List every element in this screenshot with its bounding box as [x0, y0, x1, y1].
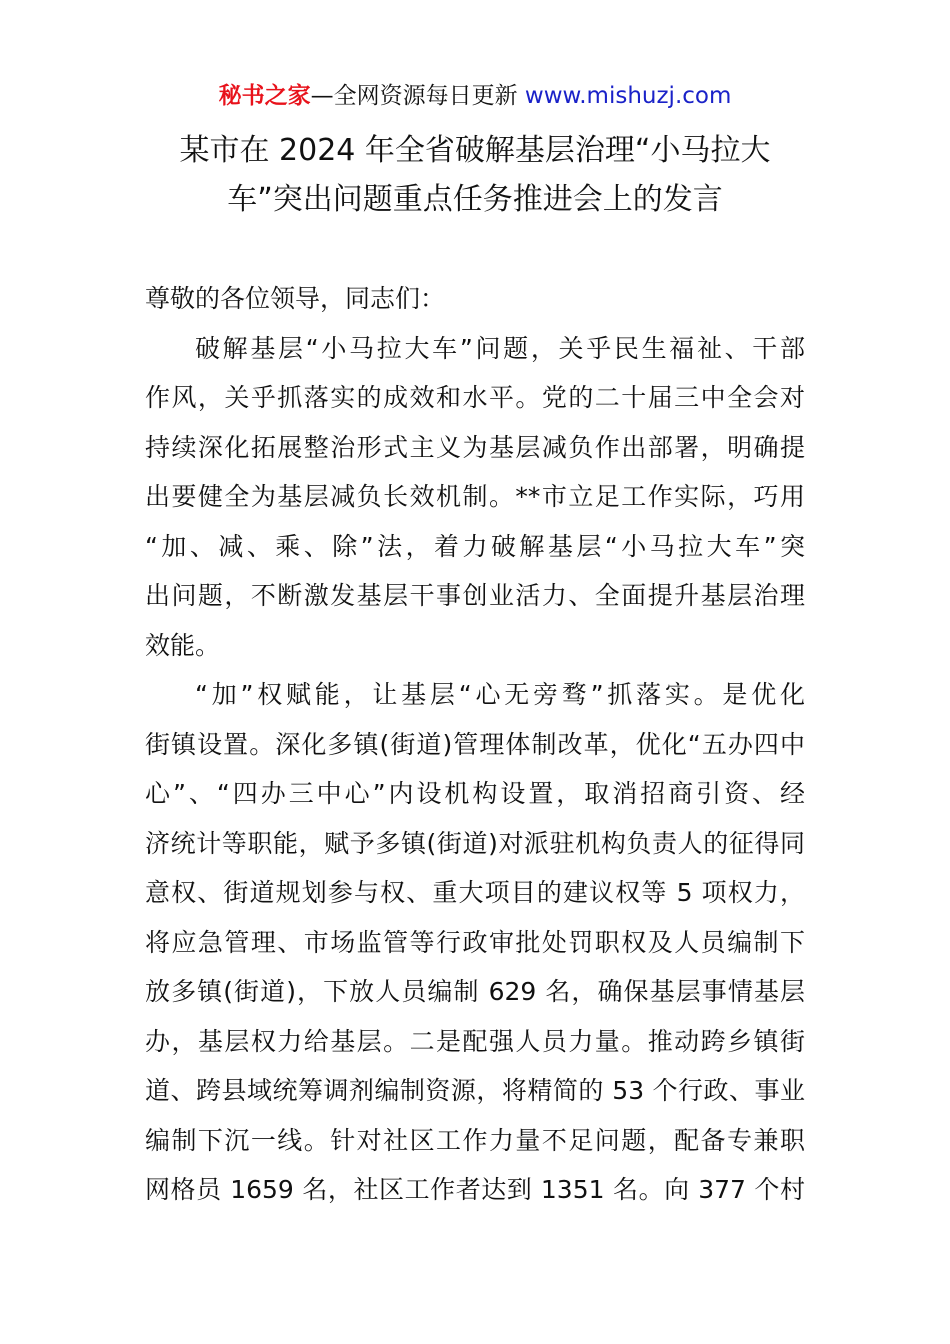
site-url-link[interactable]: www.mishuzj.com	[524, 83, 732, 109]
paragraph-line: 效能。	[145, 630, 221, 660]
site-tagline: —全网资源每日更新	[310, 83, 525, 109]
paragraph-line: 网格员 1659 名，社区工作者达到 1351 名。向 377 个村	[145, 1175, 805, 1204]
paragraph-line: “加”权赋能，让基层“心无旁骛”抓落实。是优化	[195, 680, 805, 709]
paragraph-line: “加、减、乘、除”法，着力破解基层“小马拉大车”突	[145, 531, 805, 561]
paragraph-line: 心”、“四办三中心”内设机构设置，取消招商引资、经	[145, 779, 805, 808]
site-brand: 秘书之家	[218, 83, 311, 109]
paragraph-line: 破解基层“小马拉大车”问题，关乎民生福祉、干部	[195, 333, 805, 363]
title-line: 车”突出问题重点任务推进会上的发言	[227, 182, 723, 217]
salutation: 尊敬的各位领导，同志们：	[145, 284, 446, 313]
site-header	[0, 80, 950, 112]
paragraph-line: 办，基层权力给基层。二是配强人员力量。推动跨乡镇街	[145, 1026, 805, 1056]
document-body	[145, 274, 805, 1215]
paragraph-line: 将应急管理、市场监管等行政审批处罚职权及人员编制下	[145, 927, 805, 957]
paragraph-line: 编制下沉一线。针对社区工作力量不足问题，配备专兼职	[145, 1125, 805, 1155]
title-line: 某市在 2024 年全省破解基层治理“小马拉大	[179, 133, 771, 168]
paragraph-line: 放多镇(街道)，下放人员编制 629 名，确保基层事情基层	[145, 977, 805, 1006]
document-title	[145, 126, 805, 224]
paragraph-line: 意权、街道规划参与权、重大项目的建议权等 5 项权力，	[145, 878, 805, 907]
paragraph-line: 济统计等职能，赋予多镇(街道)对派驻机构负责人的征得同	[145, 828, 805, 858]
paragraph-line: 街镇设置。深化多镇(街道)管理体制改革，优化“五办四中	[145, 729, 805, 759]
paragraph-line: 持续深化拓展整治形式主义为基层减负作出部署，明确提	[145, 432, 805, 462]
paragraph-line: 道、跨县域统筹调剂编制资源，将精简的 53 个行政、事业	[145, 1076, 805, 1105]
paragraph-line: 出问题，不断激发基层干事创业活力、全面提升基层治理	[145, 581, 805, 610]
paragraph-line: 出要健全为基层减负长效机制。**市立足工作实际，巧用	[145, 482, 805, 511]
paragraph-line: 作风，关乎抓落实的成效和水平。党的二十届三中全会对	[145, 383, 805, 412]
